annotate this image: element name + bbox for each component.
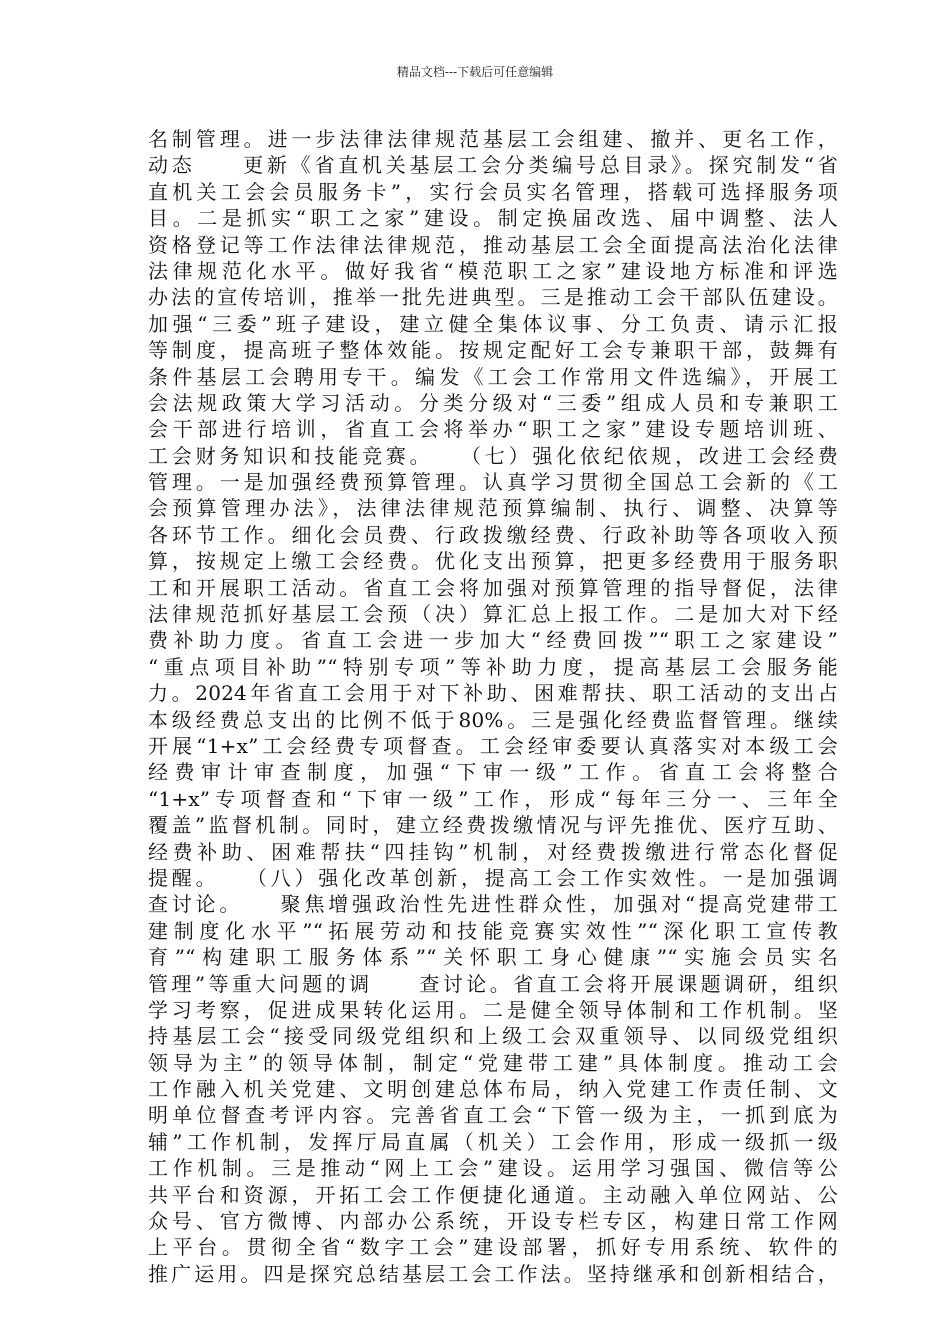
body-line: 辅”工作机制，发挥厅局直属（机关）工会作用，形成一级抓一级 — [148, 1129, 838, 1154]
body-line: 法律规范抓好基层工会预（决）算汇总上报工作。二是加大对下经 — [148, 602, 838, 627]
body-line: 会干部进行培训，省直工会将举办“职工之家”建设专题培训班、 — [148, 417, 838, 442]
body-line: 工作机制。三是推动“网上工会”建设。运用学习强国、微信等公 — [148, 1156, 838, 1181]
body-line: 等制度，提高班子整体效能。按规定配好工会专兼职干部，鼓舞有 — [148, 338, 838, 363]
body-line: 加强“三委”班子建设，建立健全集体议事、分工负责、请示汇报 — [148, 311, 838, 336]
body-line: 推广运用。四是探究总结基层工会工作法。坚持继承和创新相结合， — [148, 1261, 838, 1286]
body-line: 上平台。贯彻全省“数字工会”建设部署，抓好专用系统、软件的 — [148, 1235, 838, 1260]
body-line: 经费补助、困难帮扶“四挂钩”机制，对经费拨缴进行常态化督促 — [148, 839, 838, 864]
body-line: 学习考察，促进成果转化运用。二是健全领导体制和工作机制。坚 — [148, 997, 838, 1022]
body-line: 本级经费总支出的比例不低于80%。三是强化经费监督管理。继续 — [148, 707, 838, 732]
page-header: 精品文档---下载后可任意编辑 — [396, 65, 554, 79]
document-body — [148, 126, 838, 1287]
body-line: 管理。一是加强经费预算管理。认真学习贯彻全国总工会新的《工 — [148, 470, 838, 495]
body-line: 条件基层工会聘用专干。编发《工会工作常用文件选编》，开展工 — [148, 364, 838, 389]
body-line: 查讨论。 聚焦增强政治性先进性群众性，加强对“提高党建带工 — [148, 892, 838, 917]
body-line: 工作融入机关党建、文明创建总体布局，纳入党建工作责任制、文 — [148, 1077, 838, 1102]
body-line: 资格登记等工作法律法律规范，推动基层工会全面提高法治化法律 — [148, 232, 838, 257]
body-line: 管理”等重大问题的调 查讨论。省直工会将开展课题调研，组织 — [148, 971, 838, 996]
body-line: 建制度化水平”“拓展劳动和技能竞赛实效性”“深化职工宣传教 — [148, 918, 838, 943]
body-line: 开展“1+x”工会经费专项督查。工会经审委要认真落实对本级工会 — [148, 733, 838, 758]
body-line: 直机关工会会员服务卡”，实行会员实名管理，搭载可选择服务项 — [148, 179, 838, 204]
body-line: 各环节工作。细化会员费、行政拨缴经费、行政补助等各项收入预 — [148, 522, 838, 547]
body-line: 育”“构建职工服务体系”“关怀职工身心健康”“实施会员实名 — [148, 945, 838, 970]
body-line: “重点项目补助”“特别专项”等补助力度，提高基层工会服务能 — [148, 654, 838, 679]
body-line: 经费审计审查制度，加强“下审一级”工作。省直工会将整合 — [148, 760, 838, 785]
body-line: 费补助力度。省直工会进一步加大“经费回拨”“职工之家建设” — [148, 628, 838, 653]
body-line: 众号、官方微博、内部办公系统，开设专栏专区，构建日常工作网 — [148, 1209, 838, 1234]
body-line: 会法规政策大学习活动。分类分级对“三委”组成人员和专兼职工 — [148, 390, 838, 415]
body-line: 会预算管理办法》，法律法律规范预算编制、执行、调整、决算等 — [148, 496, 838, 521]
body-line: 领导为主”的领导体制，制定“党建带工建”具体制度。推动工会 — [148, 1050, 838, 1075]
body-line: 提醒。 （八）强化改革创新，提高工会工作实效性。一是加强调 — [148, 865, 838, 890]
body-line: 工和开展职工活动。省直工会将加强对预算管理的指导督促，法律 — [148, 575, 838, 600]
body-line: 动态 更新《省直机关基层工会分类编号总目录》。探究制发“省 — [148, 153, 838, 178]
body-line: 办法的宣传培训，推举一批先进典型。三是推动工会干部队伍建设。 — [148, 285, 838, 310]
body-line: 覆盖”监督机制。同时，建立经费拨缴情况与评先推优、医疗互助、 — [148, 813, 838, 838]
body-line: 力。2024年省直工会用于对下补助、困难帮扶、职工活动的支出占 — [148, 681, 838, 706]
body-line: 工会财务知识和技能竞赛。 （七）强化依纪依规，改进工会经费 — [148, 443, 838, 468]
body-line: 算，按规定上缴工会经费。优化支出预算，把更多经费用于服务职 — [148, 549, 838, 574]
body-line: “1+x”专项督查和“下审一级”工作，形成“每年三分一、三年全 — [148, 786, 838, 811]
body-line: 法律规范化水平。做好我省“模范职工之家”建设地方标准和评选 — [148, 258, 838, 283]
body-line: 名制管理。进一步法律法律规范基层工会组建、撤并、更名工作， — [148, 127, 838, 151]
body-line: 持基层工会“接受同级党组织和上级工会双重领导、以同级党组织 — [148, 1024, 838, 1049]
body-line: 目。二是抓实“职工之家”建设。制定换届改选、届中调整、法人 — [148, 206, 838, 231]
body-line: 明单位督查考评内容。完善省直工会“下管一级为主，一抓到底为 — [148, 1103, 838, 1128]
body-line: 共平台和资源，开拓工会工作便捷化通道。主动融入单位网站、公 — [148, 1182, 838, 1207]
